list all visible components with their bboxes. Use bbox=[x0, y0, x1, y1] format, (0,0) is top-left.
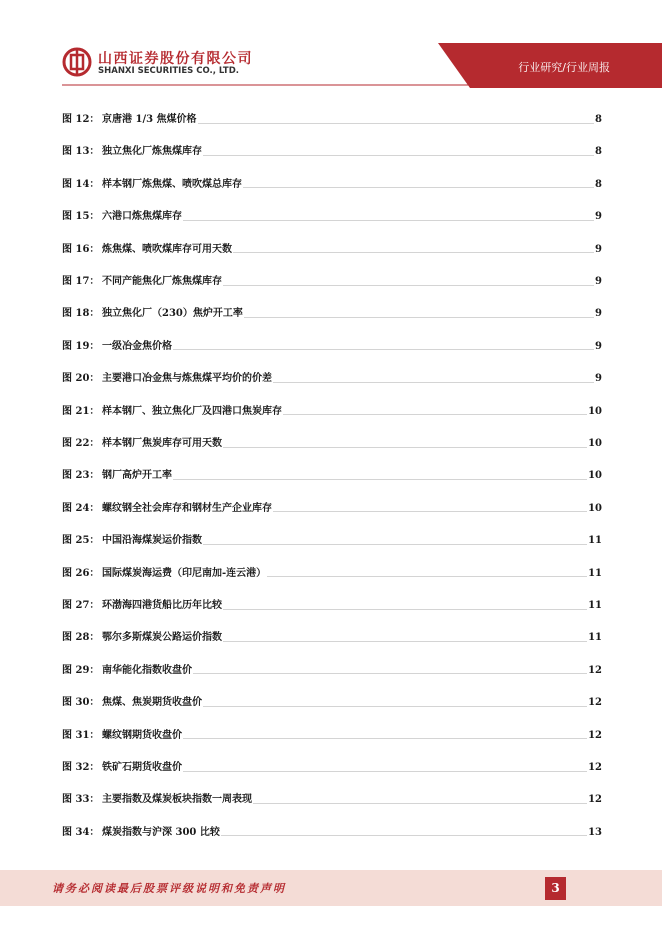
figure-number: 图 32： bbox=[62, 762, 100, 773]
toc-entry[interactable] bbox=[62, 468, 602, 484]
page-header bbox=[0, 0, 662, 100]
figure-title: 主要港口冶金焦与炼焦煤平均价的价差 bbox=[102, 373, 272, 385]
toc-entry[interactable] bbox=[62, 598, 602, 614]
toc-entry[interactable] bbox=[62, 695, 602, 711]
page-ref: 9 bbox=[595, 276, 602, 287]
figure-title: 螺纹钢期货收盘价 bbox=[102, 729, 182, 741]
figure-title: 样本钢厂、独立焦化厂及四港口焦炭库存 bbox=[102, 405, 282, 417]
toc-entry[interactable] bbox=[62, 339, 602, 355]
figure-title: 不同产能焦化厂炼焦煤库存 bbox=[102, 276, 222, 287]
dot-leader bbox=[198, 123, 595, 124]
figure-number: 图 18： bbox=[62, 308, 100, 320]
figure-number: 图 24： bbox=[62, 502, 100, 514]
figure-number: 图 22： bbox=[62, 438, 100, 449]
dot-leader bbox=[193, 673, 587, 674]
report-type-label: 行业研究/行业周报 bbox=[518, 61, 610, 74]
dot-leader bbox=[183, 738, 587, 739]
figure-number: 图 19： bbox=[62, 340, 100, 352]
figure-number: 图 28： bbox=[62, 632, 100, 644]
figure-number: 图 27： bbox=[62, 600, 100, 611]
page-ref: 11 bbox=[588, 632, 602, 644]
dot-leader bbox=[221, 835, 587, 836]
dot-leader bbox=[243, 187, 594, 188]
figure-number: 图 17： bbox=[62, 276, 100, 287]
dot-leader bbox=[183, 771, 587, 772]
figure-number: 图 31： bbox=[62, 729, 100, 741]
figure-number: 图 20： bbox=[62, 373, 100, 385]
dot-leader bbox=[233, 252, 594, 253]
figure-title: 鄂尔多斯煤炭公路运价指数 bbox=[102, 632, 222, 644]
figure-title: 主要指数及煤炭板块指数一周表现 bbox=[102, 794, 252, 806]
dot-leader bbox=[203, 544, 587, 545]
dot-leader bbox=[173, 349, 594, 350]
page-ref: 9 bbox=[595, 373, 602, 385]
page-ref: 10 bbox=[588, 470, 602, 482]
figure-number: 图 25： bbox=[62, 535, 100, 547]
page-ref: 8 bbox=[595, 146, 602, 158]
page-ref: 11 bbox=[588, 600, 602, 611]
toc-entry[interactable] bbox=[62, 566, 602, 582]
figure-title: 样本钢厂焦炭库存可用天数 bbox=[102, 438, 222, 449]
toc-entry[interactable] bbox=[62, 501, 602, 517]
figure-title: 独立焦化厂炼焦煤库存 bbox=[102, 146, 202, 158]
dot-leader bbox=[203, 706, 587, 707]
toc-entry[interactable] bbox=[62, 436, 602, 452]
toc-entry[interactable] bbox=[62, 760, 602, 776]
dot-leader bbox=[273, 511, 587, 512]
figure-title: 六港口炼焦煤库存 bbox=[102, 211, 182, 223]
toc-entry[interactable] bbox=[62, 792, 602, 808]
figure-number: 图 21： bbox=[62, 405, 100, 417]
dot-leader bbox=[223, 641, 587, 642]
dot-leader bbox=[203, 155, 594, 156]
figure-title: 一级冶金焦价格 bbox=[102, 340, 172, 352]
figure-title: 中国沿海煤炭运价指数 bbox=[102, 535, 202, 547]
dot-leader bbox=[283, 414, 587, 415]
toc-entry[interactable] bbox=[62, 371, 602, 387]
dot-leader bbox=[244, 317, 594, 318]
toc-entry[interactable] bbox=[62, 533, 602, 549]
dot-leader bbox=[173, 479, 587, 480]
figure-number: 图 29： bbox=[62, 664, 100, 676]
figure-number: 图 16： bbox=[62, 243, 100, 255]
figure-number: 图 13： bbox=[62, 146, 100, 158]
toc-entry[interactable] bbox=[62, 144, 602, 160]
toc-entry[interactable] bbox=[62, 306, 602, 322]
page-ref: 8 bbox=[595, 114, 602, 125]
page-ref: 11 bbox=[588, 535, 602, 547]
figure-title: 环渤海四港货船比历年比较 bbox=[102, 600, 222, 611]
company-name-en: SHANXI SECURITIES CO., LTD. bbox=[98, 66, 240, 76]
figure-number: 图 15： bbox=[62, 211, 100, 223]
page-number: 3 bbox=[545, 877, 566, 900]
page-ref: 11 bbox=[588, 567, 602, 579]
toc-entry[interactable] bbox=[62, 209, 602, 225]
page-ref: 9 bbox=[595, 243, 602, 255]
page-ref: 9 bbox=[595, 340, 602, 352]
page-ref: 9 bbox=[595, 308, 602, 320]
figure-title: 京唐港 1/3 焦煤价格 bbox=[102, 114, 197, 125]
toc-entry[interactable] bbox=[62, 404, 602, 420]
figure-title: 国际煤炭海运费（印尼南加-连云港） bbox=[102, 567, 267, 579]
figure-number: 图 34： bbox=[62, 826, 100, 838]
page-ref: 10 bbox=[588, 502, 602, 514]
page-ref: 10 bbox=[588, 405, 602, 417]
page-ref: 12 bbox=[588, 664, 602, 676]
page-ref: 13 bbox=[588, 826, 602, 838]
dot-leader bbox=[273, 382, 594, 383]
toc-entry[interactable] bbox=[62, 274, 602, 290]
figure-title: 独立焦化厂（230）焦炉开工率 bbox=[102, 308, 243, 320]
figure-number: 图 26： bbox=[62, 567, 100, 579]
toc-entry[interactable] bbox=[62, 825, 602, 841]
figure-number: 图 30： bbox=[62, 697, 100, 709]
page-ref: 8 bbox=[595, 178, 602, 190]
page-ref: 9 bbox=[595, 211, 602, 223]
dot-leader bbox=[223, 285, 594, 286]
toc-entry[interactable] bbox=[62, 112, 602, 128]
toc-entry[interactable] bbox=[62, 663, 602, 679]
disclaimer-text: 请务必阅读最后股票评级说明和免责声明 bbox=[52, 882, 286, 895]
dot-leader bbox=[223, 447, 587, 448]
toc-entry[interactable] bbox=[62, 242, 602, 258]
page-footer bbox=[0, 870, 662, 936]
figure-number: 图 14： bbox=[62, 178, 100, 190]
dot-leader bbox=[223, 609, 587, 610]
figure-title: 样本钢厂炼焦煤、喷吹煤总库存 bbox=[102, 178, 242, 190]
page-ref: 12 bbox=[588, 697, 602, 709]
toc-entry[interactable] bbox=[62, 177, 602, 193]
figure-number: 图 12： bbox=[62, 114, 100, 125]
page-ref: 12 bbox=[588, 794, 602, 806]
figure-number: 图 23： bbox=[62, 470, 100, 482]
company-name-cn: 山西证券股份有限公司 bbox=[98, 51, 253, 67]
dot-leader bbox=[183, 220, 594, 221]
figure-number: 图 33： bbox=[62, 794, 100, 806]
page-ref: 10 bbox=[588, 438, 602, 449]
toc-entry[interactable] bbox=[62, 630, 602, 646]
figure-title: 南华能化指数收盘价 bbox=[102, 664, 192, 676]
page-ref: 12 bbox=[588, 729, 602, 741]
figure-title: 炼焦煤、喷吹煤库存可用天数 bbox=[102, 243, 232, 255]
figure-title: 煤炭指数与沪深 300 比较 bbox=[102, 826, 220, 838]
figure-title: 钢厂高炉开工率 bbox=[102, 470, 172, 482]
shanxi-securities-logo-icon bbox=[62, 47, 92, 77]
figure-title: 螺纹钢全社会库存和钢材生产企业库存 bbox=[102, 502, 272, 514]
figure-title: 焦煤、焦炭期货收盘价 bbox=[102, 697, 202, 709]
dot-leader bbox=[267, 576, 587, 577]
dot-leader bbox=[253, 803, 587, 804]
toc-entry[interactable] bbox=[62, 728, 602, 744]
figure-title: 铁矿石期货收盘价 bbox=[102, 762, 182, 773]
page-ref: 12 bbox=[588, 762, 602, 773]
